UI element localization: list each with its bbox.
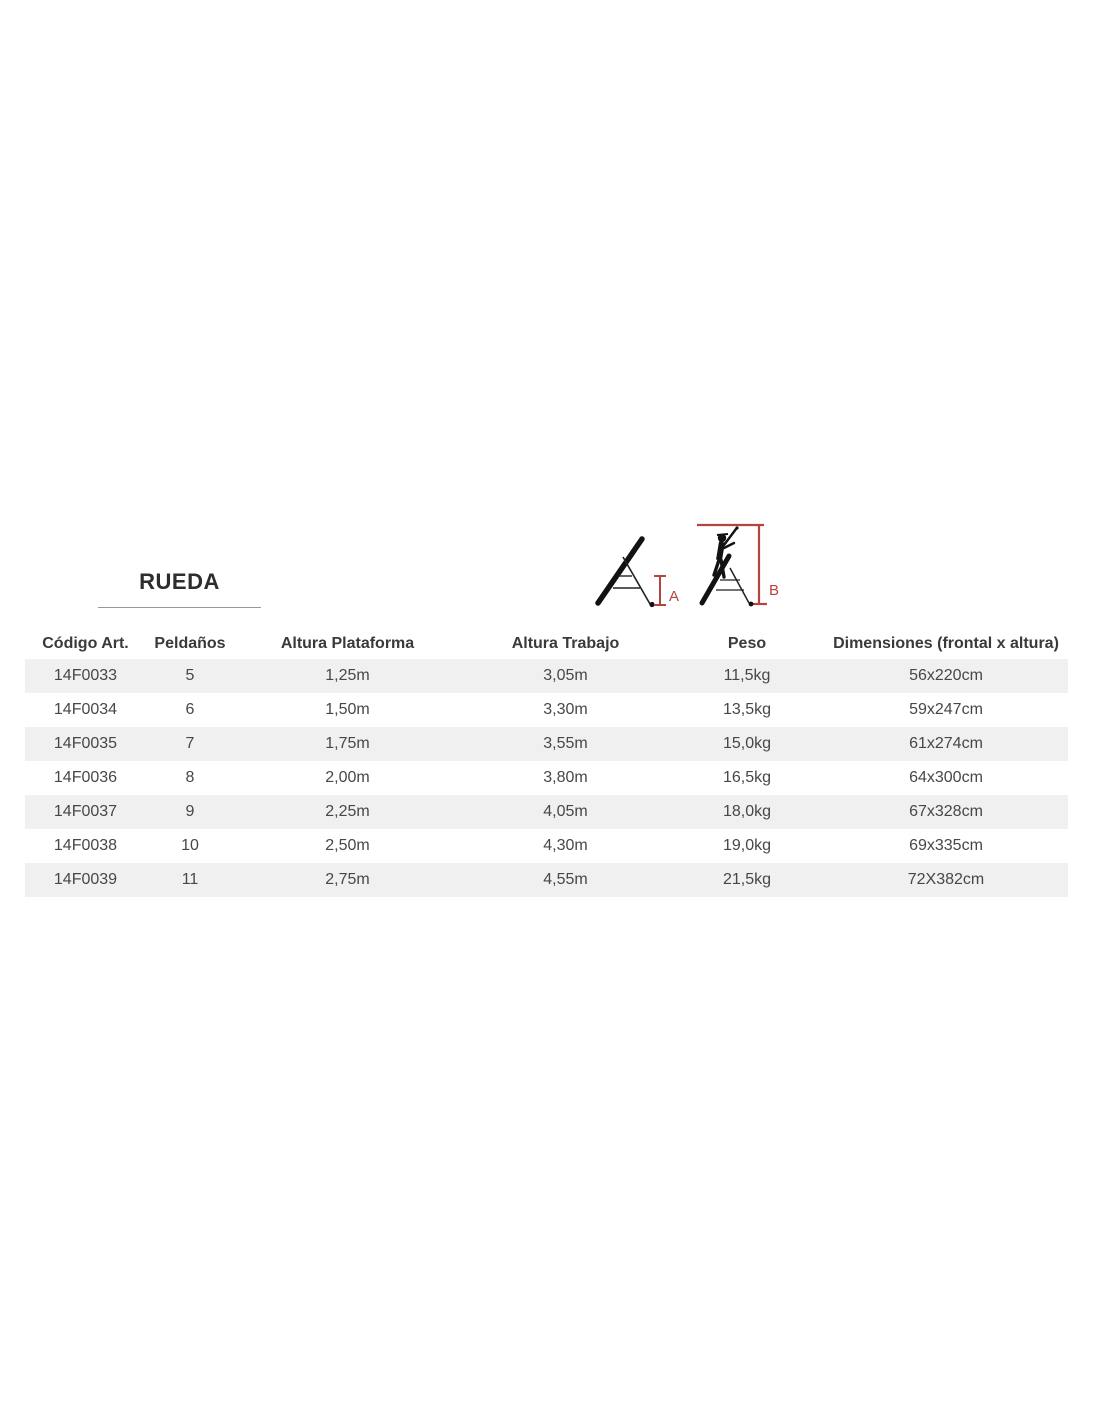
table-row	[25, 727, 1068, 761]
table-cell: 1,50m	[325, 701, 370, 718]
column-header: Altura Plataforma	[280, 635, 415, 652]
table-cell: 4,30m	[543, 837, 588, 854]
table-cell: 3,30m	[543, 701, 588, 718]
table-cell: 4,55m	[461, 863, 670, 897]
table-cell: 4,05m	[461, 795, 670, 829]
table-cell: 18,0kg	[670, 795, 824, 829]
table-cell: 8	[185, 769, 195, 786]
spec-table-container	[25, 629, 1068, 897]
table-cell: 11,5kg	[670, 659, 824, 693]
table-cell: 3,55m	[461, 727, 670, 761]
section-title: RUEDA	[98, 569, 261, 608]
table-cell: 14F0033	[25, 659, 146, 693]
table-cell: 5	[146, 659, 234, 693]
table-row	[25, 761, 1068, 795]
column-header: Peldaños	[154, 635, 226, 652]
table-cell: 15,0kg	[670, 727, 824, 761]
table-cell: 11	[146, 863, 234, 897]
table-row	[25, 693, 1068, 727]
measurement-a-bracket	[654, 576, 666, 605]
ladder-working-height-icon	[693, 516, 785, 610]
table-cell: 72X382cm	[824, 863, 1068, 897]
table-cell: 21,5kg	[670, 863, 824, 897]
table-cell: 3,80m	[543, 769, 588, 786]
table-cell: 2,00m	[325, 769, 370, 786]
table-cell: 6	[185, 701, 195, 718]
table-cell: 14F0036	[53, 769, 118, 786]
person-figure	[714, 526, 739, 577]
table-cell: 9	[146, 795, 234, 829]
table-cell: 14F0038	[53, 837, 118, 854]
column-header: Dimensiones (frontal x altura)	[833, 635, 1059, 652]
table-cell: 14F0039	[25, 863, 146, 897]
table-cell: 1,75m	[234, 727, 461, 761]
table-cell: 2,25m	[234, 795, 461, 829]
table-cell: 19,0kg	[722, 837, 772, 854]
table-row	[25, 863, 1068, 897]
header-row	[25, 629, 1068, 659]
column-header: Código Art.	[42, 635, 129, 652]
table-cell: 14F0037	[25, 795, 146, 829]
column-header: Altura Trabajo	[511, 635, 620, 652]
table-cell: 67x328cm	[824, 795, 1068, 829]
table-cell: 61x274cm	[824, 727, 1068, 761]
table-cell: 7	[146, 727, 234, 761]
table-cell: 59x247cm	[909, 701, 983, 718]
dimension-a-label: A	[669, 588, 680, 605]
table-row	[25, 795, 1068, 829]
ladder-platform-height-icon	[588, 534, 680, 610]
table-cell: 16,5kg	[722, 769, 772, 786]
table-cell: 3,05m	[461, 659, 670, 693]
table-cell: 56x220cm	[824, 659, 1068, 693]
table-cell: 14F0035	[25, 727, 146, 761]
table-cell: 1,25m	[234, 659, 461, 693]
table-cell: 13,5kg	[722, 701, 772, 718]
table-cell: 69x335cm	[909, 837, 983, 854]
table-row	[25, 659, 1068, 693]
spec-table	[25, 629, 1068, 897]
dimension-b-label: B	[769, 582, 780, 599]
table-row	[25, 829, 1068, 863]
table-cell: 2,50m	[325, 837, 370, 854]
column-header: Peso	[727, 635, 767, 652]
table-cell: 64x300cm	[909, 769, 983, 786]
table-cell: 2,75m	[234, 863, 461, 897]
table-cell: 10	[181, 837, 199, 854]
table-cell: 14F0034	[53, 701, 118, 718]
